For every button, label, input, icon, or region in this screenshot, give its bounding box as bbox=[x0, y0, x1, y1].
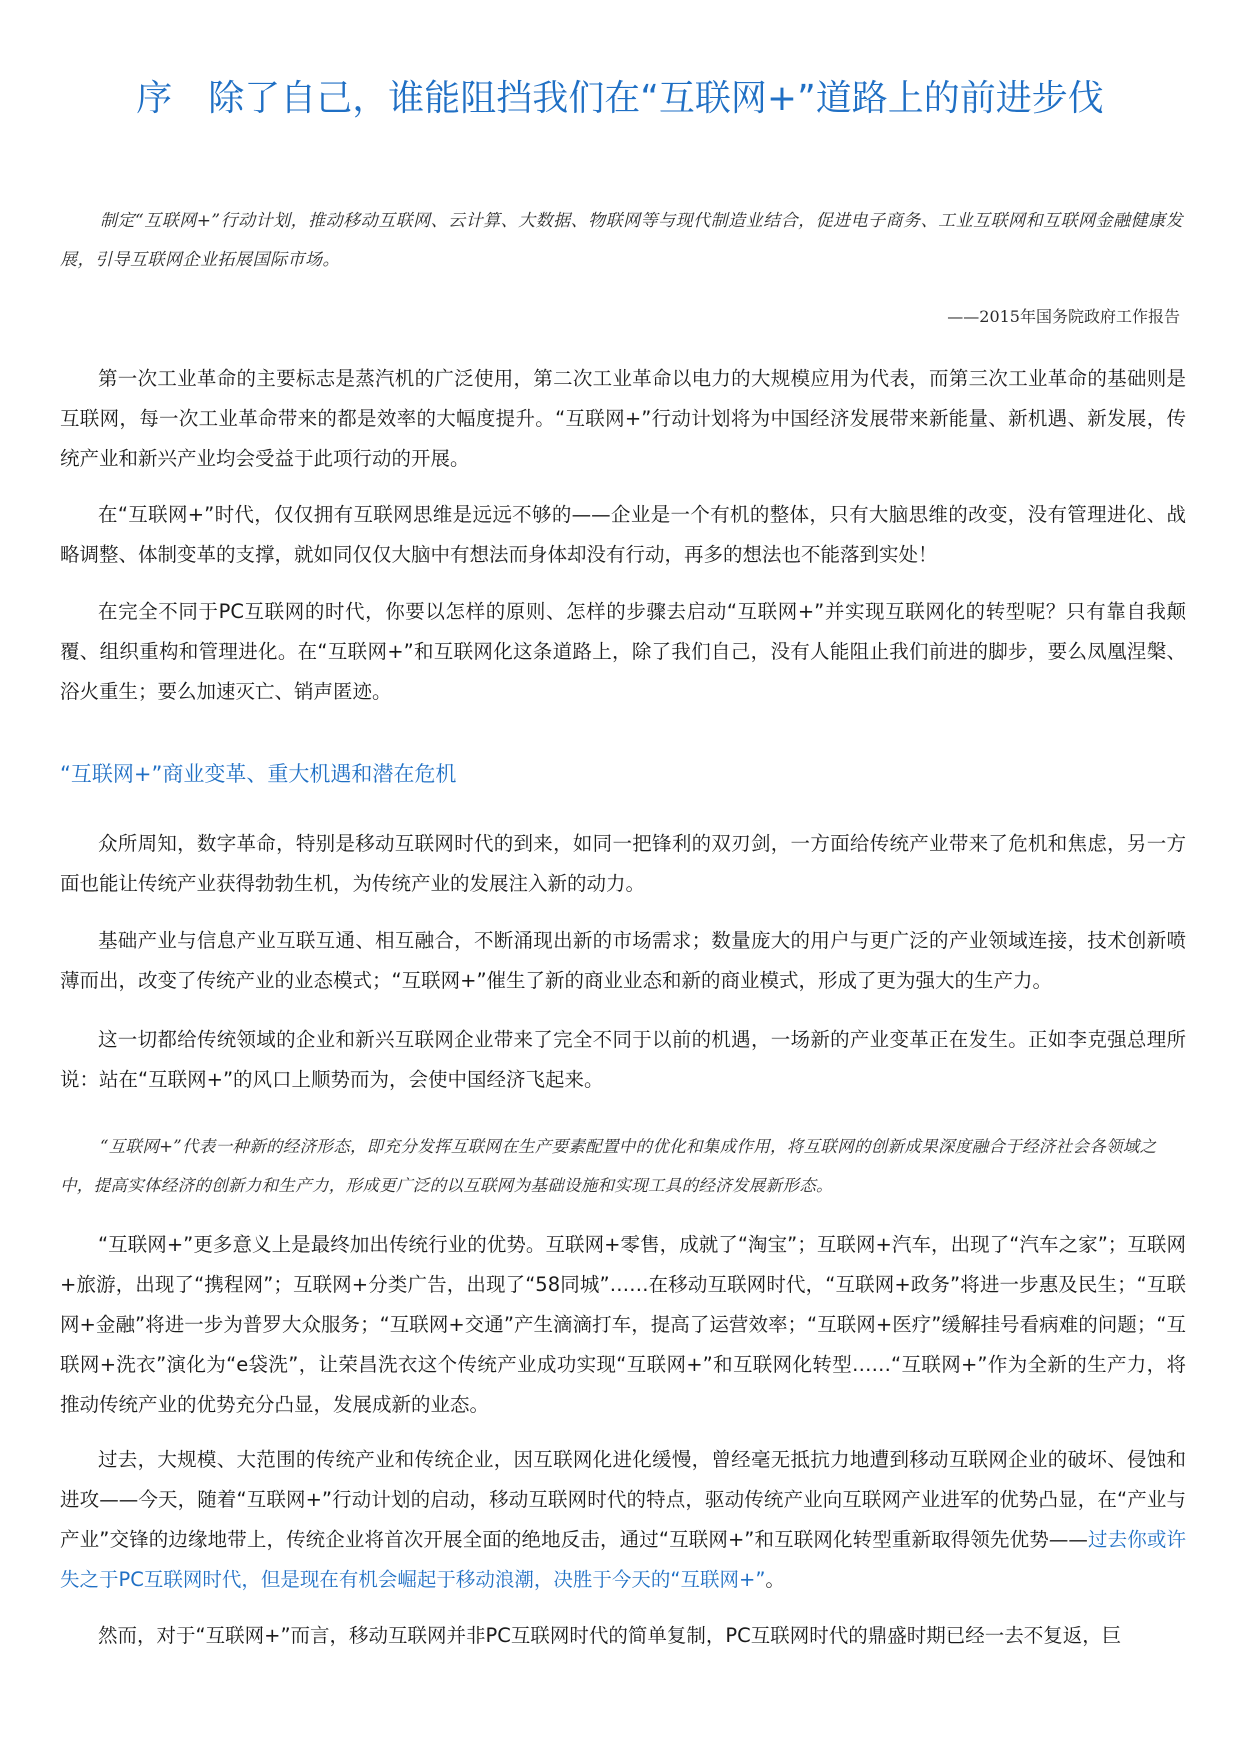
highlighted-text: 过去你或许失之于PC互联网时代，但是现在有机会崛起于移动浪潮，决胜于今天的“互联网+” bbox=[60, 1528, 1186, 1591]
intro-paragraph-3: 在完全不同于PC互联网的时代，你要以怎样的原则、怎样的步骤去启动“互联网+”并实现互联网化的转型呢？只有靠自我颠覆、组织重构和管理进化。在“互联网+”和互联网化这条道路上，除了我们自己，没有人能阻止我们前进的脚步，要么凤凰涅槃、浴火重生；要么加速灭亡、销声匿迹。 bbox=[60, 600, 1186, 703]
section-paragraph-3: 这一切都给传统领域的企业和新兴互联网企业带来了完全不同于以前的机遇，一场新的产业变革正在发生。正如李克强总理所说：站在“互联网+”的风口上顺势而为，会使中国经济飞起来。 bbox=[60, 1028, 1186, 1091]
paragraph-5-text: 过去，大规模、大范围的传统产业和传统企业，因互联网化进化缓慢，曾经毫无抵抗力地遭到移动互联网企业的破坏、侵蚀和进攻——今天，随着“互联网+”行动计划的启动，移动互联网时代的特点，驱动传统产业向互联网产业进军的优势凸显，在“产业与产业”交锋的边缘地带上，传统企业将首次开展全面的绝地反击，通过“互联网+”和互联网化转型重新取得领先优势—— bbox=[60, 1448, 1186, 1551]
epigraph-attribution: ——2015年国务院政府工作报告 bbox=[947, 307, 1180, 326]
epigraph-text: 制定“互联网+”行动计划，推动移动互联网、云计算、大数据、物联网等与现代制造业结合，促进电子商务、工业互联网和互联网金融健康发展，引导互联网企业拓展国际市场。 bbox=[60, 211, 1184, 270]
page-title: 序 除了自己，谁能阻挡我们在“互联网+”道路上的前进步伐 bbox=[136, 78, 1104, 119]
section-paragraph-2: 基础产业与信息产业互联互通、相互融合，不断涌现出新的市场需求；数量庞大的用户与更广泛的产业领域连接，技术创新喷薄而出，改变了传统产业的业态模式；“互联网+”催生了新的商业业态和新的商业模式，形成了更为强大的生产力。 bbox=[60, 929, 1186, 992]
section-paragraph-1: 众所周知，数字革命，特别是移动互联网时代的到来，如同一把锋利的双刃剑，一方面给传统产业带来了危机和焦虑，另一方面也能让传统产业获得勃勃生机，为传统产业的发展注入新的动力。 bbox=[60, 832, 1186, 895]
intro-paragraph-2: 在“互联网+”时代，仅仅拥有互联网思维是远远不够的——企业是一个有机的整体，只有大脑思维的改变，没有管理进化、战略调整、体制变革的支撑，就如同仅仅大脑中有想法而身体却没有行动，再多的想法也不能落到实处！ bbox=[60, 503, 1186, 566]
section-paragraph-5 bbox=[60, 1440, 1186, 1600]
section-heading: “互联网+”商业变革、重大机遇和潜在危机 bbox=[60, 762, 457, 786]
intro-paragraph-1: 第一次工业革命的主要标志是蒸汽机的广泛使用，第二次工业革命以电力的大规模应用为代表，而第三次工业革命的基础则是互联网，每一次工业革命带来的都是效率的大幅度提升。“互联网+”行动计划将为中国经济发展带来新能量、新机遇、新发展，传统产业和新兴产业均会受益于此项行动的开展。 bbox=[60, 367, 1186, 470]
section-paragraph-6: 然而，对于“互联网+”而言，移动互联网并非PC互联网时代的简单复制，PC互联网时代的鼎盛时期已经一去不复返，巨 bbox=[98, 1624, 1122, 1647]
section-paragraph-4: “互联网+”更多意义上是最终加出传统行业的优势。互联网+零售，成就了“淘宝”；互联网+汽车，出现了“汽车之家”；互联网+旅游，出现了“携程网”；互联网+分类广告，出现了“58同城”……在移动互联网时代，“互联网+政务”将进一步惠及民生；“互联网+金融”将进一步为普罗大众服务；“互联网+交通”产生滴滴打车，提高了运营效率；“互联网+医疗”缓解挂号看病难的问题；“互联网+洗衣”演化为“e袋洗”，让荣昌洗衣这个传统产业成功实现“互联网+”和互联网化转型……“互联网+”作为全新的生产力，将推动传统产业的优势充分凸显，发展成新的业态。 bbox=[60, 1233, 1186, 1416]
quote-block: “互联网+”代表一种新的经济形态，即充分发挥互联网在生产要素配置中的优化和集成作用，将互联网的创新成果深度融合于经济社会各领域之中，提高实体经济的创新力和生产力，形成更广泛的以互联网为基础设施和实现工具的经济发展新形态。 bbox=[60, 1137, 1157, 1195]
paragraph-5-end: 。 bbox=[765, 1568, 785, 1591]
